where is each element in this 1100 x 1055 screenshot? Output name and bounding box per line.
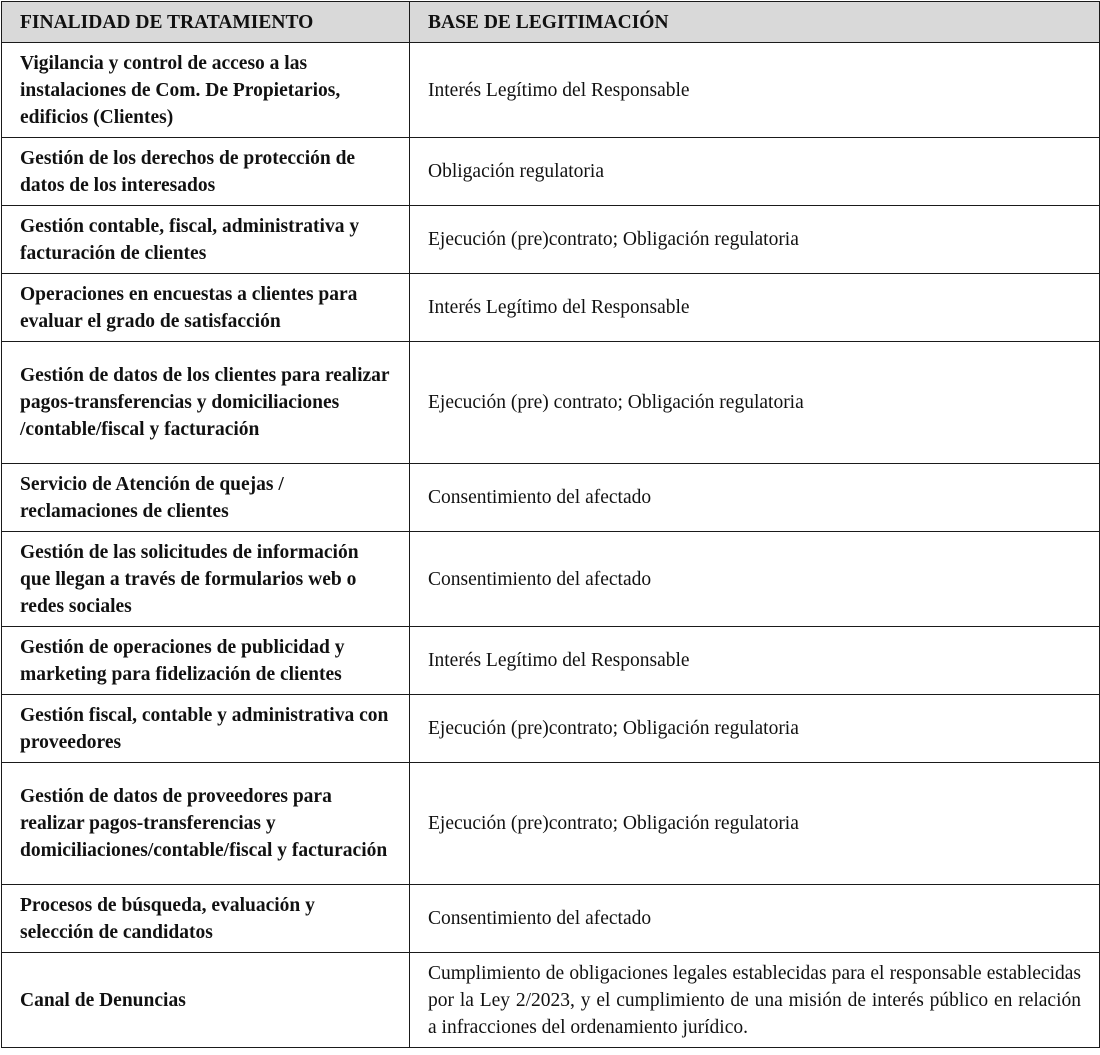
table-row — [2, 274, 1100, 342]
header-purpose: FINALIDAD DE TRATAMIENTO — [2, 2, 410, 43]
purpose-cell: Gestión de operaciones de publicidad y marketing para fidelización de clientes — [2, 627, 410, 695]
legitimation-table — [1, 1, 1100, 1048]
purpose-cell: Vigilancia y control de acceso a las instalaciones de Com. De Propietarios, edificios (Clientes) — [2, 43, 410, 138]
basis-cell: Consentimiento del afectado — [410, 885, 1100, 953]
basis-cell: Interés Legítimo del Responsable — [410, 274, 1100, 342]
purpose-cell: Gestión de datos de los clientes para realizar pagos-transferencias y domiciliaciones /contable/fiscal y facturación — [2, 342, 410, 464]
table-row — [2, 627, 1100, 695]
purpose-cell: Gestión de datos de proveedores para realizar pagos-transferencias y domiciliaciones/contable/fiscal y facturación — [2, 763, 410, 885]
purpose-cell: Procesos de búsqueda, evaluación y selección de candidatos — [2, 885, 410, 953]
purpose-cell: Gestión contable, fiscal, administrativa y facturación de clientes — [2, 206, 410, 274]
purpose-cell: Gestión de los derechos de protección de datos de los interesados — [2, 138, 410, 206]
table-row — [2, 138, 1100, 206]
basis-cell: Ejecución (pre) contrato; Obligación regulatoria — [410, 342, 1100, 464]
basis-cell: Ejecución (pre)contrato; Obligación regulatoria — [410, 763, 1100, 885]
table-row — [2, 885, 1100, 953]
table-row — [2, 763, 1100, 885]
basis-cell: Consentimiento del afectado — [410, 532, 1100, 627]
table-row — [2, 695, 1100, 763]
purpose-cell: Gestión fiscal, contable y administrativa con proveedores — [2, 695, 410, 763]
basis-cell: Cumplimiento de obligaciones legales establecidas para el responsable establecidas por la Ley 2/2023, y el cumplimiento de una misión de interés público en relación a infracciones del ordenamiento jurídico. — [410, 953, 1100, 1048]
purpose-cell: Operaciones en encuestas a clientes para evaluar el grado de satisfacción — [2, 274, 410, 342]
basis-cell: Obligación regulatoria — [410, 138, 1100, 206]
header-basis: BASE DE LEGITIMACIÓN — [410, 2, 1100, 43]
table-row — [2, 464, 1100, 532]
purpose-cell: Gestión de las solicitudes de información que llegan a través de formularios web o redes sociales — [2, 532, 410, 627]
basis-cell: Interés Legítimo del Responsable — [410, 43, 1100, 138]
basis-cell: Consentimiento del afectado — [410, 464, 1100, 532]
purpose-cell: Servicio de Atención de quejas / reclamaciones de clientes — [2, 464, 410, 532]
table-row — [2, 43, 1100, 138]
table-header-row — [2, 2, 1100, 43]
table-row — [2, 206, 1100, 274]
table-row — [2, 953, 1100, 1048]
table-row — [2, 532, 1100, 627]
basis-cell: Ejecución (pre)contrato; Obligación regulatoria — [410, 206, 1100, 274]
basis-cell: Interés Legítimo del Responsable — [410, 627, 1100, 695]
purpose-cell: Canal de Denuncias — [2, 953, 410, 1048]
basis-cell: Ejecución (pre)contrato; Obligación regulatoria — [410, 695, 1100, 763]
table-row — [2, 342, 1100, 464]
